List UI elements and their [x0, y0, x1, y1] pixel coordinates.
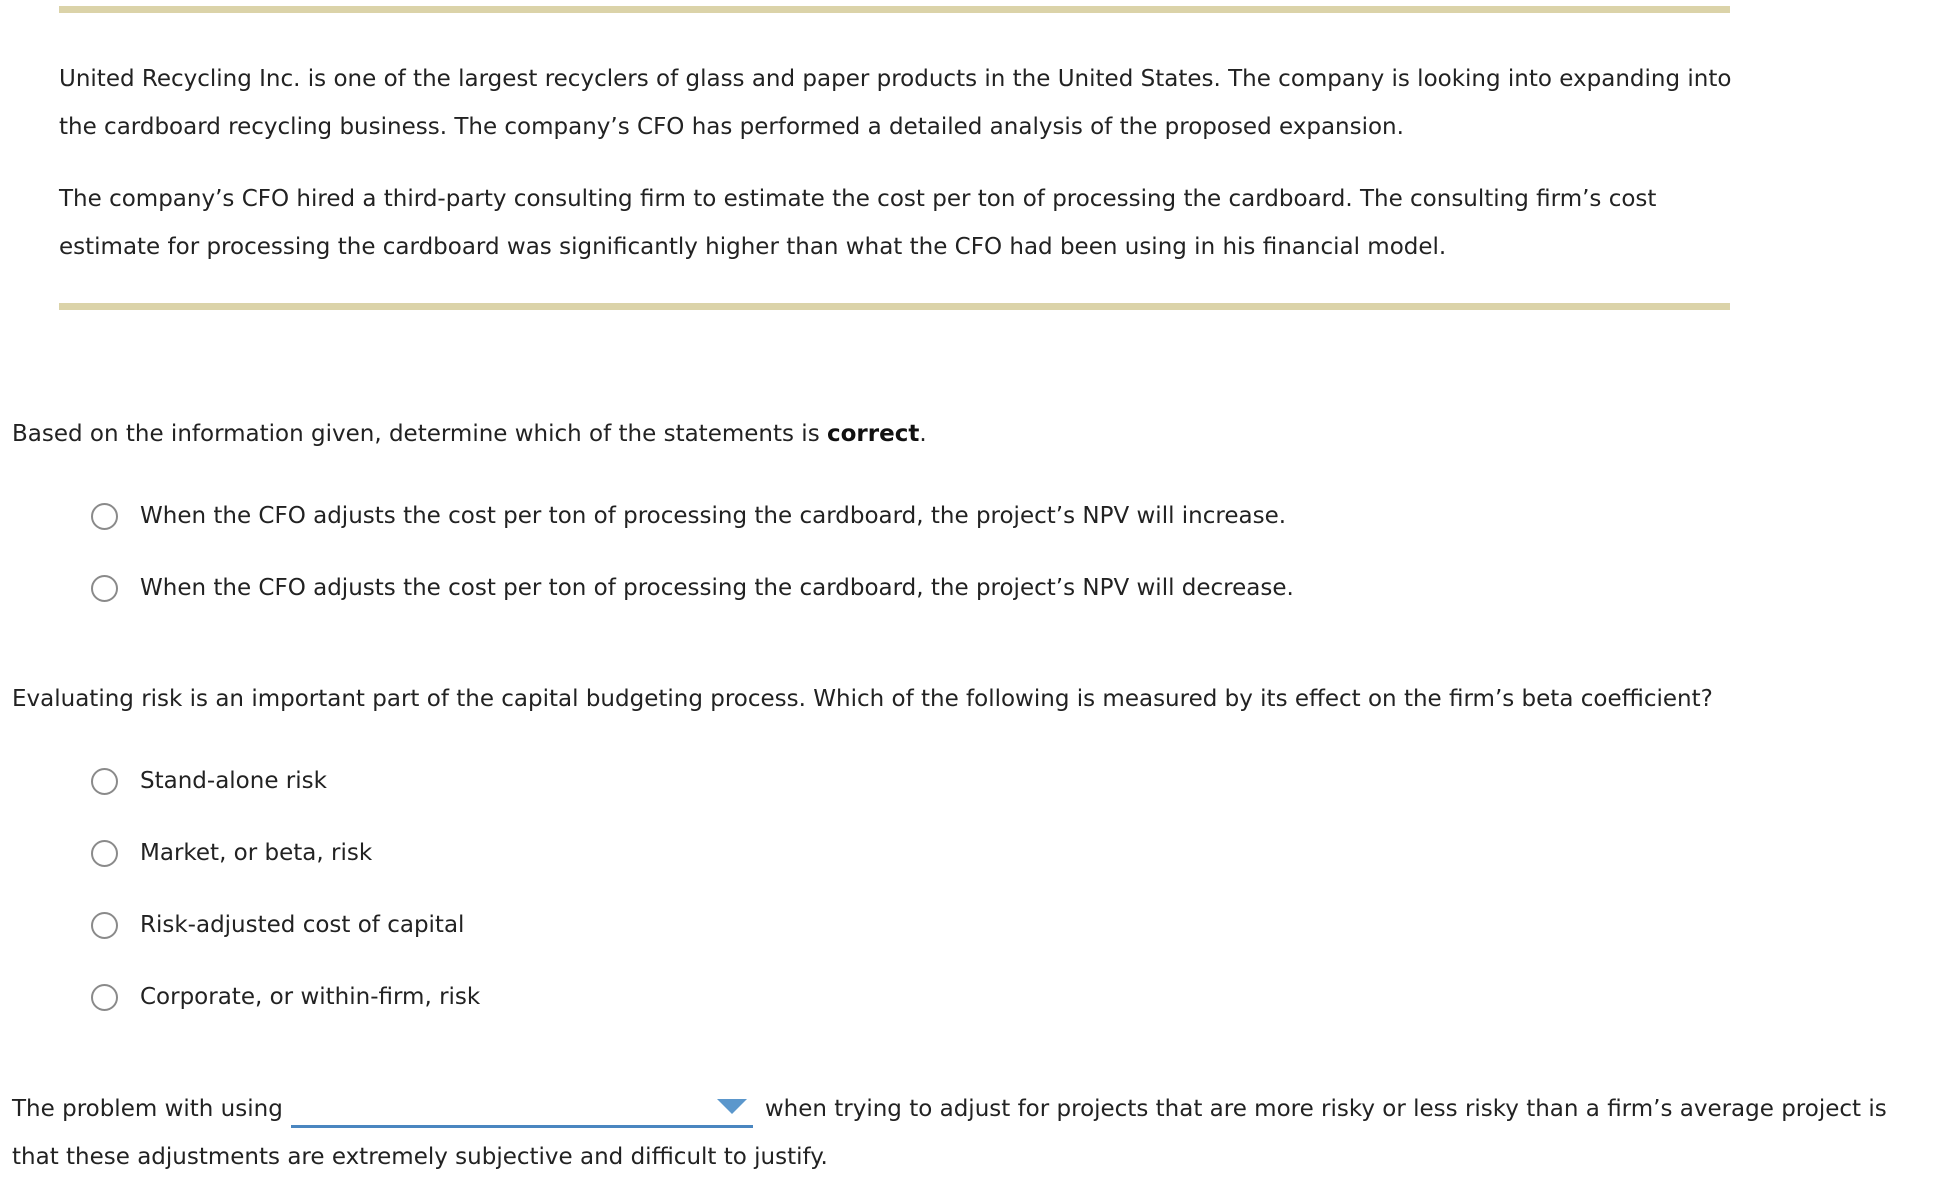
- bottom-divider: [59, 303, 1730, 310]
- question-3-text-before: The problem with using: [12, 1096, 283, 1122]
- option-label: Risk-adjusted cost of capital: [140, 912, 465, 938]
- answer-dropdown[interactable]: [291, 1093, 753, 1128]
- question-2-prompt: Evaluating risk is an important part of the capital budgeting process. Which of the following is measured by its effect on the firm’s beta coefficient?: [12, 686, 1713, 712]
- radio-button[interactable]: [91, 912, 118, 939]
- radio-button[interactable]: [91, 575, 118, 602]
- question-1-option-2[interactable]: [91, 552, 1294, 624]
- radio-button[interactable]: [91, 984, 118, 1011]
- case-study: [59, 55, 1739, 295]
- question-3-fill-in: [12, 1085, 1912, 1181]
- question-3-text-after: when trying to adjust for projects that are more risky or less risky than a firm’s average project is that these adjustments are extremely subjective and difficult to justify.: [12, 1096, 1887, 1170]
- option-label: Market, or beta, risk: [140, 840, 373, 866]
- question-1-options: [91, 480, 1294, 624]
- question-1-option-1[interactable]: [91, 480, 1294, 552]
- case-paragraph-2: The company’s CFO hired a third-party consulting firm to estimate the cost per ton of processing the cardboard. The consulting firm’s cost estimate for processing the cardboard was significantly higher than what the CFO had been using in his financial model.: [59, 186, 1657, 260]
- radio-button[interactable]: [91, 503, 118, 530]
- question-1-emphasis: correct: [826, 421, 920, 447]
- chevron-down-icon: [717, 1099, 747, 1114]
- case-paragraph-1: United Recycling Inc. is one of the largest recyclers of glass and paper products in the United States. The company is looking into expanding into the cardboard recycling business. The company’s CFO has performed a detailed analysis of the proposed expansion.: [59, 66, 1732, 140]
- question-1-prompt: [12, 410, 927, 458]
- question-2-option-2[interactable]: [91, 817, 480, 889]
- question-2-option-1[interactable]: [91, 745, 480, 817]
- option-label: Stand-alone risk: [140, 768, 327, 794]
- question-2-options: [91, 745, 480, 1033]
- radio-button[interactable]: [91, 768, 118, 795]
- question-2-option-3[interactable]: [91, 889, 480, 961]
- question-2-option-4[interactable]: [91, 961, 480, 1033]
- top-divider: [59, 6, 1730, 13]
- question-1-prompt-text: Based on the information given, determine which of the statements is: [12, 421, 827, 447]
- option-label: When the CFO adjusts the cost per ton of processing the cardboard, the project’s NPV will increase.: [140, 503, 1287, 529]
- option-label: When the CFO adjusts the cost per ton of processing the cardboard, the project’s NPV will decrease.: [140, 575, 1294, 601]
- option-label: Corporate, or within-firm, risk: [140, 984, 481, 1010]
- question-1-prompt-end: .: [919, 421, 927, 447]
- radio-button[interactable]: [91, 840, 118, 867]
